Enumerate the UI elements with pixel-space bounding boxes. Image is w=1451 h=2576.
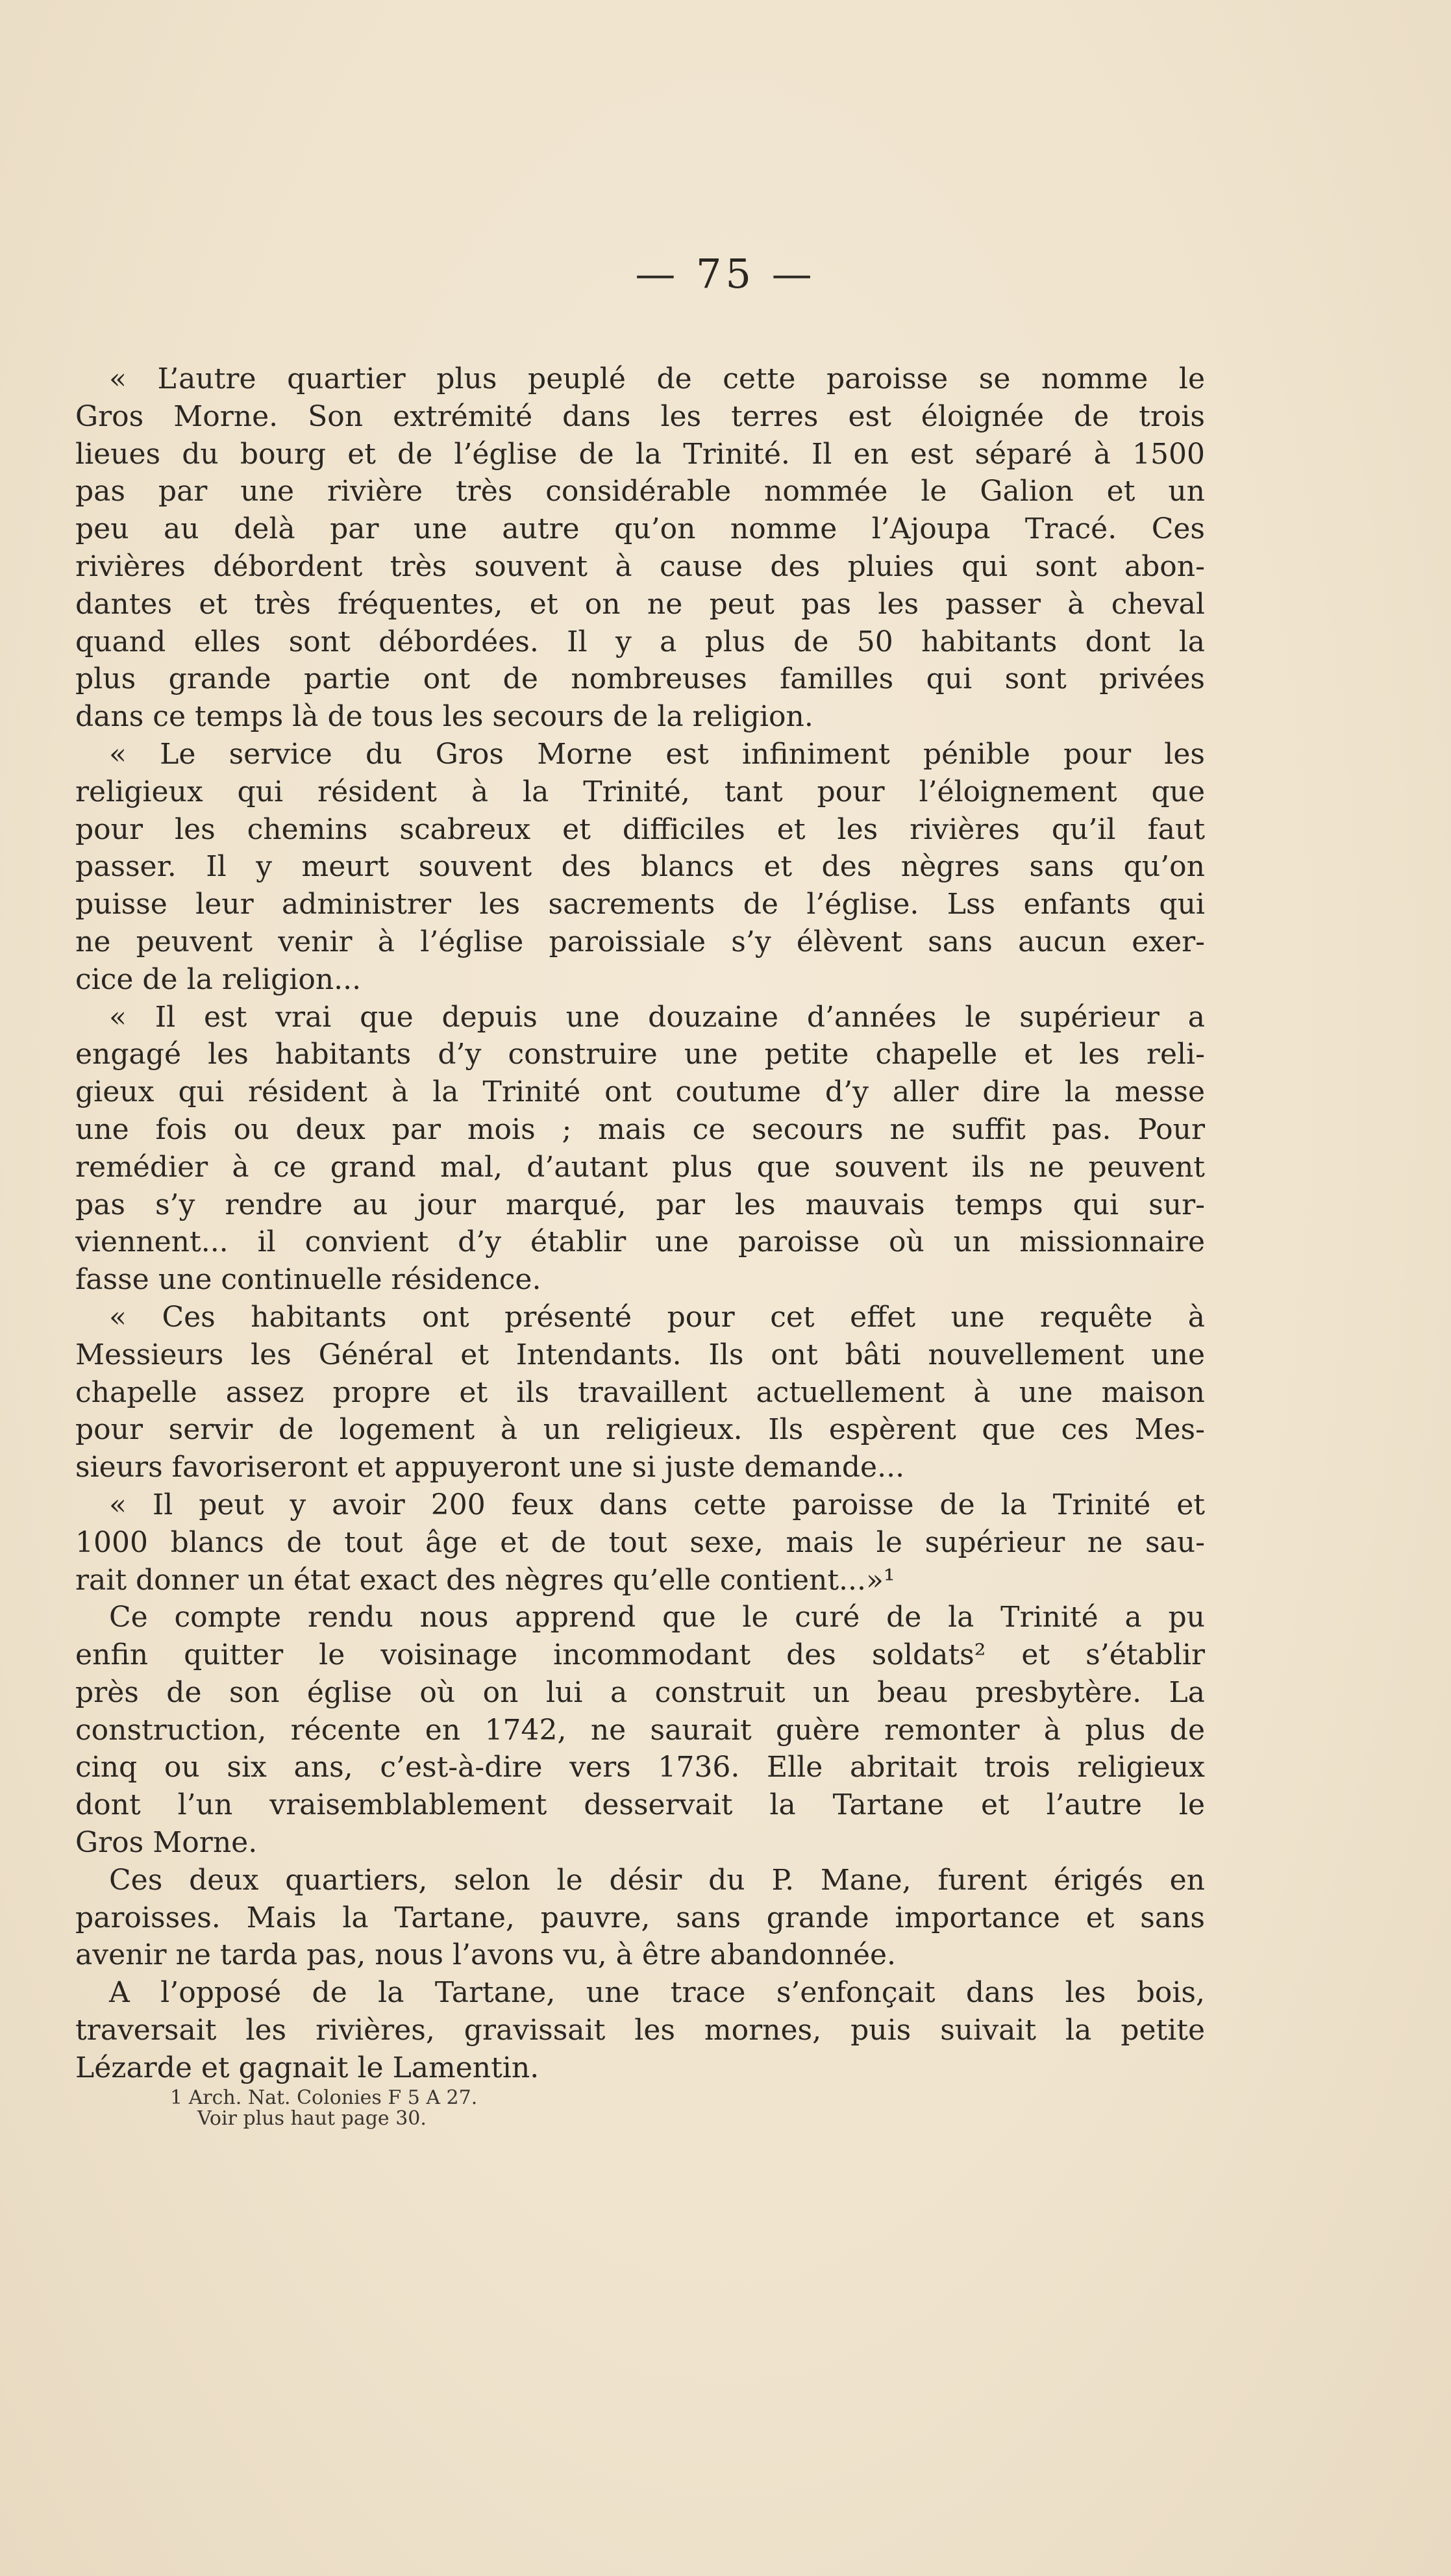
text-line: chapelle assez propre et ils travaillent actuellement à une maison	[75, 1375, 1205, 1409]
text-line: viennent... il convient d’y établir une paroisse où un missionnaire	[75, 1225, 1205, 1259]
text-line: cinq ou six ans, c’est-à-dire vers 1736. Elle abritait trois religieux	[75, 1751, 1205, 1784]
text-line: peu au delà par une autre qu’on nomme l’Ajoupa Tracé. Ces	[75, 512, 1205, 546]
text-line: dont l’un vraisemblablement desservait la Tartane et l’autre le	[75, 1788, 1205, 1822]
text-line: Lézarde et gagnait le Lamentin.	[75, 2051, 539, 2084]
text-line: « Il peut y avoir 200 feux dans cette paroisse de la Trinité et	[109, 1488, 1205, 1521]
text-line: lieues du bourg et de l’église de la Trinité. Il en est séparé à 1500	[75, 437, 1205, 471]
text-line: puisse leur administrer les sacrements de l’église. Lss enfants qui	[75, 888, 1205, 921]
text-line: 1000 blancs de tout âge et de tout sexe, mais le supérieur ne sau-	[75, 1525, 1205, 1559]
text-line: rait donner un état exact des nègres qu’elle contient...»¹	[75, 1563, 895, 1597]
text-line: dantes et très fréquentes, et on ne peut pas les passer à cheval	[75, 587, 1205, 621]
text-line: gieux qui résident à la Trinité ont coutume d’y aller dire la messe	[75, 1075, 1205, 1109]
text-line: ne peuvent venir à l’église paroissiale s’y élèvent sans aucun exer-	[75, 925, 1205, 958]
text-line: Ce compte rendu nous apprend que le curé de la Trinité a pu	[109, 1601, 1205, 1634]
footnote-2: Voir plus haut page 30.	[197, 2107, 427, 2130]
text-line: quand elles sont débordées. Il y a plus de 50 habitants dont la	[75, 625, 1205, 658]
text-line: enfin quitter le voisinage incommodant des soldats² et s’établir	[75, 1638, 1205, 1672]
text-line: sieurs favoriseront et appuyeront une si juste demande...	[75, 1451, 905, 1484]
text-line: « Il est vrai que depuis une douzaine d’années le supérieur a	[109, 1000, 1205, 1034]
text-line: passer. Il y meurt souvent des blancs et des nègres sans qu’on	[75, 850, 1205, 884]
text-line: « Ces habitants ont présenté pour cet effet une requête à	[109, 1300, 1205, 1334]
text-line: engagé les habitants d’y construire une petite chapelle et les reli-	[75, 1038, 1205, 1071]
text-line: fasse une continuelle résidence.	[75, 1263, 541, 1297]
text-line: remédier à ce grand mal, d’autant plus que souvent ils ne peuvent	[75, 1150, 1205, 1184]
body-text	[75, 360, 1205, 2087]
text-line: construction, récente en 1742, ne saurait guère remonter à plus de	[75, 1713, 1205, 1747]
text-line: Messieurs les Général et Intendants. Ils ont bâti nouvellement une	[75, 1338, 1205, 1371]
text-line: pour servir de logement à un religieux. Ils espèrent que ces Mes-	[75, 1413, 1205, 1447]
text-line: cice de la religion...	[75, 962, 362, 996]
text-line: une fois ou deux par mois ; mais ce secours ne suffit pas. Pour	[75, 1112, 1205, 1146]
text-line: « Le service du Gros Morne est infiniment pénible pour les	[109, 737, 1205, 771]
text-line: près de son église où on lui a construit un beau presbytère. La	[75, 1675, 1205, 1709]
text-line: pas par une rivière très considérable nommée le Galion et un	[75, 475, 1205, 508]
text-line: plus grande partie ont de nombreuses familles qui sont privées	[75, 662, 1205, 696]
text-line: avenir ne tarda pas, nous l’avons vu, à être abandonnée.	[75, 1938, 897, 1972]
text-line: paroisses. Mais la Tartane, pauvre, sans grande importance et sans	[75, 1901, 1205, 1934]
text-line: « L’autre quartier plus peuplé de cette paroisse se nomme le	[109, 362, 1205, 395]
text-line: pour les chemins scabreux et difficiles et les rivières qu’il faut	[75, 812, 1205, 846]
text-line: religieux qui résident à la Trinité, tant pour l’éloignement que	[75, 775, 1205, 808]
text-line: rivières débordent très souvent à cause des pluies qui sont abon-	[75, 549, 1205, 583]
text-line: traversait les rivières, gravissait les mornes, puis suivait la petite	[75, 2014, 1205, 2047]
page-number: — 75 —	[635, 250, 816, 297]
text-line: A l’opposé de la Tartane, une trace s’enfonçait dans les bois,	[109, 1976, 1205, 2010]
text-line: dans ce temps là de tous les secours de la religion.	[75, 700, 813, 734]
text-line: pas s’y rendre au jour marqué, par les mauvais temps qui sur-	[75, 1188, 1205, 1221]
footnotes	[170, 2088, 477, 2129]
text-line: Ces deux quartiers, selon le désir du P. Mane, furent érigés en	[109, 1863, 1205, 1897]
text-line: Gros Morne. Son extrémité dans les terres est éloignée de trois	[75, 399, 1205, 433]
footnote-1: 1 Arch. Nat. Colonies F 5 A 27.	[170, 2086, 478, 2109]
text-line: Gros Morne.	[75, 1826, 258, 1860]
